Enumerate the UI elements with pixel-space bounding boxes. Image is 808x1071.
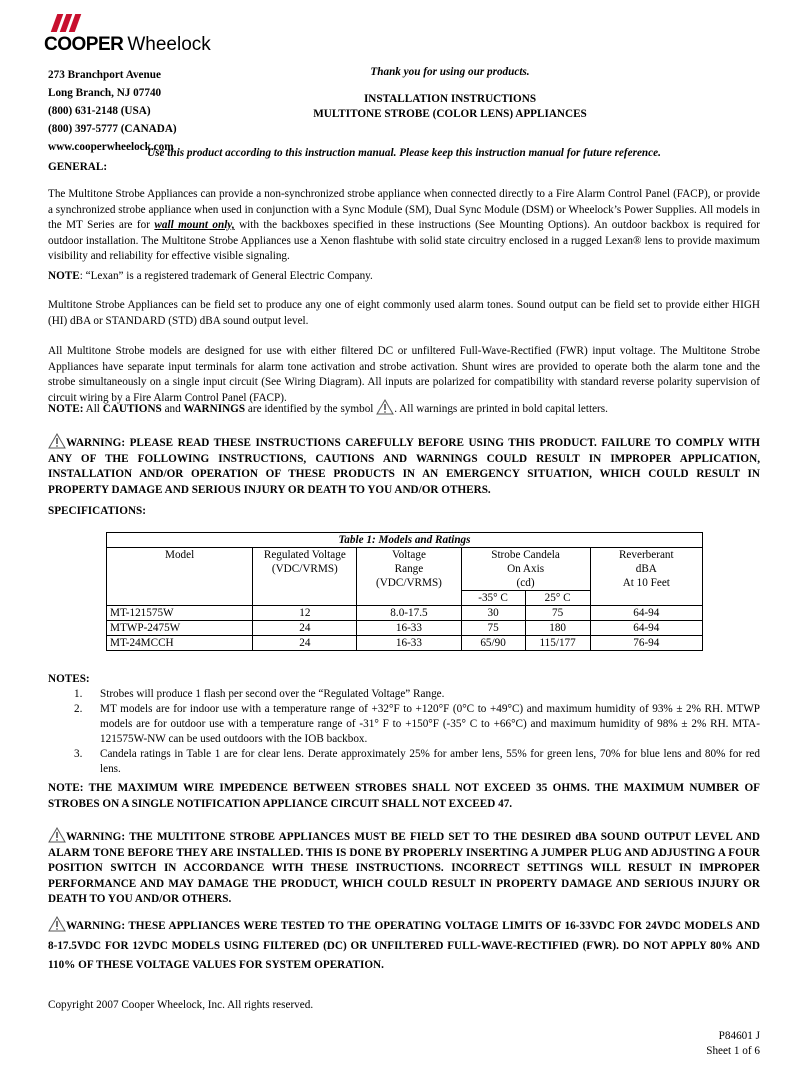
notes-heading: NOTES:: [48, 673, 90, 685]
warning-triangle-icon: [376, 399, 394, 415]
doc-number: P84601 J: [718, 1030, 760, 1042]
warning-voltage-limits: WARNING: THESE APPLIANCES WERE TESTED TO THE OPERATING VOLTAGE LIMITS OF 16-33VDC FOR 24VDC MODELS AND 8-17.5VDC FOR 12VDC MODELS USING FILTERED (DC) OR UNFILTERED FULL-WAVE-RECTIFIED (FWR). DO NOT APPLY 80% AND 110% OF THESE VOLTAGE VALUES FOR SYSTEM OPERATION.: [48, 916, 760, 976]
website: www.cooperwheelock.com: [48, 141, 174, 153]
notes-list: [48, 687, 760, 777]
copyright: Copyright 2007 Cooper Wheelock, Inc. All rights reserved.: [48, 999, 314, 1011]
header-voltage-range: Voltage Range (VDC/VRMS): [357, 548, 461, 606]
usage-note: Use this product according to this instruction manual. Please keep this instruction manual for future reference.: [147, 147, 661, 159]
warning-triangle-icon: [48, 916, 66, 932]
cooper-wheelock-logo: [44, 14, 214, 58]
list-item: 1. Strobes will produce 1 flash per second over the “Regulated Voltage” Range.: [74, 688, 445, 700]
specifications-heading: SPECIFICATIONS:: [48, 505, 147, 517]
general-paragraph-1: The Multitone Strobe Appliances can provide a non-synchronized strobe appliance when connected directly to a Fire Alarm Control Panel (FACP), or provide a synchronized strobe appliance when used in conjunction with a Sync Module (SM), Dual Sync Module (DSM) or Wheelock’s Power Supplies. All models in the MT Series are for wall mount only, with the backboxes specified in these instructions (See Mounting Options). An outdoor backbox is required for outdoor installation. The Multitone Strobe Appliances use a Xenon flashtube with solid state circuitry enclosed in a rugged Lexan® lens to provide maximum visibility and reliability for effective visible signaling.: [48, 188, 760, 262]
warning-triangle-icon: [48, 827, 66, 843]
list-item: 2. MT models are for indoor use with a temperature range of +32°F to +120°F (0°C to +49°C) and maximum humidity of 93% ± 2% RH. MTWP models are for outdoor use with a temperature range of -31° F to +150°F (-35° C to +66°C) and maximum humidity of 98% ± 2% RH. MTA-121575W-NW can be used outdoors with the IOB backbox.: [74, 703, 760, 745]
warning-field-set: WARNING: THE MULTITONE STROBE APPLIANCES MUST BE FIELD SET TO THE DESIRED dBA SOUND OUTPUT LEVEL AND ALARM TONE BEFORE THEY ARE INSTALLED. THIS IS DONE BY PROPERLY INSERTING A JUMPER PLUG AND ADJUSTING A FOUR POSITION SWITCH IN ACCORDANCE WITH THESE INSTRUCTIONS. INCORRECT SETTINGS WILL RESULT IN IMPROPER PERFORMANCE AND MAY DAMAGE THE PRODUCT, WHICH COULD RESULT IN PROPERTY DAMAGE AND SERIOUS INJURY OR DEATH TO YOU AND/OR OTHERS.: [48, 827, 760, 908]
document-number: [706, 1029, 760, 1059]
header-model: Model: [107, 548, 253, 606]
phone-usa: (800) 631-2148 (USA): [48, 105, 151, 117]
general-heading: GENERAL:: [48, 161, 108, 173]
header-reverberant: Reverberant dBA At 10 Feet: [590, 548, 702, 606]
thank-you-line: Thank you for using our products.: [370, 66, 530, 78]
company-address: [48, 66, 177, 156]
header-temp-low: -35° C: [461, 591, 525, 606]
table-row: MT-24MCCH 24 16-33 65/90 115/177 76-94: [107, 636, 703, 651]
models-ratings-table: [106, 532, 703, 651]
warning-read-instructions: WARNING: PLEASE READ THESE INSTRUCTIONS CAREFULLY BEFORE USING THIS PRODUCT. FAILURE TO COMPLY WITH ANY OF THE FOLLOWING INSTRUCTIONS, CAUTIONS AND WARNINGS COULD RESULT IN IMPROPER APPLICATION, INSTALLATION AND/OR OPERATION OF THESE PRODUCTS IN AN EMERGENCY SITUATION, WHICH COULD RESULT IN PROPERTY DAMAGE AND SERIOUS INJURY OR DEATH TO YOU AND/OR OTHERS.: [48, 433, 760, 498]
doc-title-line2: MULTITONE STROBE (COLOR LENS) APPLIANCES: [313, 108, 587, 120]
table-row: MTWP-2475W 24 16-33 75 180 64-94: [107, 621, 703, 636]
phone-canada: (800) 397-5777 (CANADA): [48, 123, 177, 135]
logo-mark-icon: [48, 14, 84, 32]
warning-triangle-icon: [48, 433, 66, 449]
list-item: 3. Candela ratings in Table 1 are for clear lens. Derate approximately 25% for amber lens, 55% for green lens, 70% for blue lens and 80% for red lens.: [74, 748, 760, 775]
wall-mount-emphasis: wall mount only,: [154, 219, 235, 231]
header-strobe-candela: Strobe Candela On Axis (cd): [461, 548, 590, 591]
address-city: Long Branch, NJ 07740: [48, 87, 162, 99]
sheet-number: Sheet 1 of 6: [706, 1045, 760, 1057]
table-row: MT-121575W 12 8.0-17.5 30 75 64-94: [107, 606, 703, 621]
general-paragraph-3: Multitone Strobe Appliances can be field set to produce any one of eight commonly used alarm tones. Sound output can be field set to provide either HIGH (HI) dBA or STANDARD (STD) dBA sound output level.: [48, 299, 760, 327]
header-regulated-voltage: Regulated Voltage (VDC/VRMS): [253, 548, 357, 606]
header-temp-high: 25° C: [525, 591, 590, 606]
general-paragraph-4: All Multitone Strobe models are designed for use with either filtered DC or unfiltered Full-Wave-Rectified (FWR) input voltage. The Multitone Strobe Appliances have separate input terminals for alarm tone activation and strobe activation. Shunt wires are provided to operate both the alarm tone and the strobe simultaneously on a single input circuit (See Wiring Diagram). All inputs are polarized for compatibility with standard reverse polarity supervision of circuit wiring by a Fire Alarm Control Panel (FACP).: [48, 345, 760, 404]
cautions-note: NOTE: All CAUTIONS and WARNINGS are identified by the symbol . All warnings are printed in bold capital letters.: [48, 399, 760, 418]
table-caption: Table 1: Models and Ratings: [107, 533, 703, 548]
logo-brand-bold: COOPER: [44, 34, 124, 55]
wire-impedance-note: NOTE: THE MAXIMUM WIRE IMPEDENCE BETWEEN STROBES SHALL NOT EXCEED 35 OHMS. THE MAXIMUM NUMBER OF STROBES ON A SINGLE NOTIFICATION APPLIANCE CIRCUIT SHALL NOT EXCEED 47.: [48, 782, 760, 810]
lexan-note: NOTE: “Lexan” is a registered trademark of General Electric Company.: [48, 270, 373, 282]
doc-title-line1: INSTALLATION INSTRUCTIONS: [363, 93, 537, 105]
address-street: 273 Branchport Avenue: [48, 69, 161, 81]
logo-brand-regular: Wheelock: [127, 34, 211, 55]
